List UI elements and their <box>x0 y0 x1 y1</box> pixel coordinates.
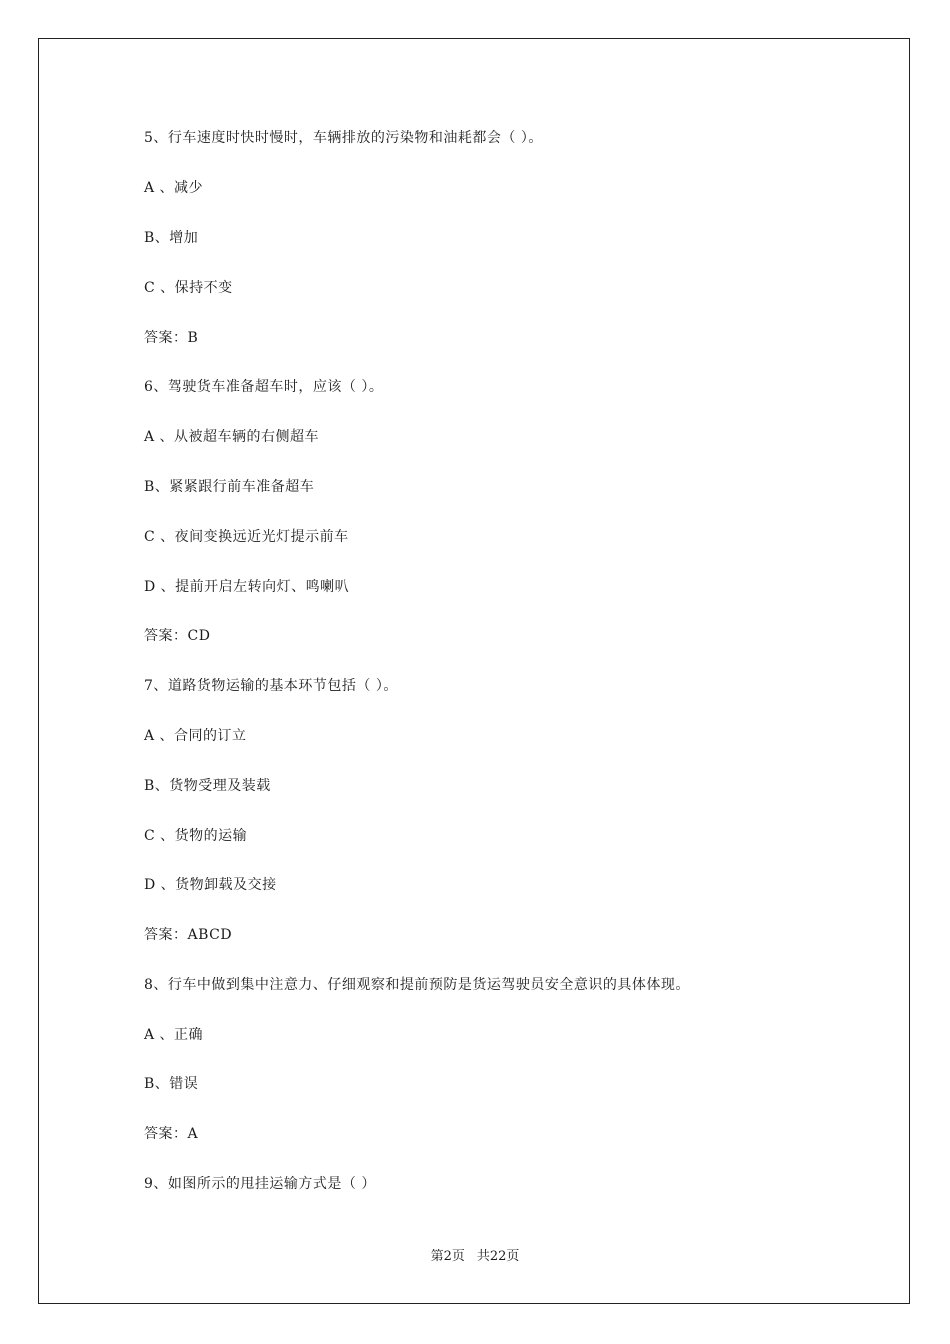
question-7-option-d: D 、货物卸载及交接 <box>144 877 277 893</box>
question-7-option-b: B、货物受理及装载 <box>144 778 271 794</box>
question-7-option-c: C 、货物的运输 <box>144 828 248 844</box>
page-number: 第2页 <box>430 1249 465 1264</box>
question-7-answer: 答案：ABCD <box>144 927 233 943</box>
question-6-answer: 答案：CD <box>144 628 211 644</box>
question-6-option-c: C 、夜间变换远近光灯提示前车 <box>144 529 349 545</box>
question-9-text: 9、如图所示的甩挂运输方式是（ ） <box>144 1176 376 1192</box>
question-6-option-b: B、紧紧跟行前车准备超车 <box>144 479 315 495</box>
question-6-option-a: A 、从被超车辆的右侧超车 <box>144 429 320 445</box>
question-6-option-d: D 、提前开启左转向灯、鸣喇叭 <box>144 579 350 595</box>
page-total: 共22页 <box>476 1249 520 1264</box>
question-8-option-b: B、错误 <box>144 1076 199 1092</box>
question-8-answer: 答案：A <box>144 1126 199 1142</box>
question-5-option-b: B、增加 <box>144 230 199 246</box>
question-8-text: 8、行车中做到集中注意力、仔细观察和提前预防是货运驾驶员安全意识的具体体现。 <box>144 977 690 993</box>
page-footer <box>0 1248 950 1266</box>
question-5-option-c: C 、保持不变 <box>144 280 233 296</box>
question-6-text: 6、驾驶货车准备超车时，应该（ ）。 <box>144 379 384 395</box>
question-5-answer: 答案：B <box>144 330 199 346</box>
page-border <box>38 38 910 1304</box>
question-7-text: 7、道路货物运输的基本环节包括（ ）。 <box>144 678 398 694</box>
question-5-text: 5、行车速度时快时慢时，车辆排放的污染物和油耗都会（ ）。 <box>144 130 543 146</box>
question-5-option-a: A 、减少 <box>144 180 204 196</box>
question-8-option-a: A 、正确 <box>144 1027 204 1043</box>
question-7-option-a: A 、合同的订立 <box>144 728 247 744</box>
